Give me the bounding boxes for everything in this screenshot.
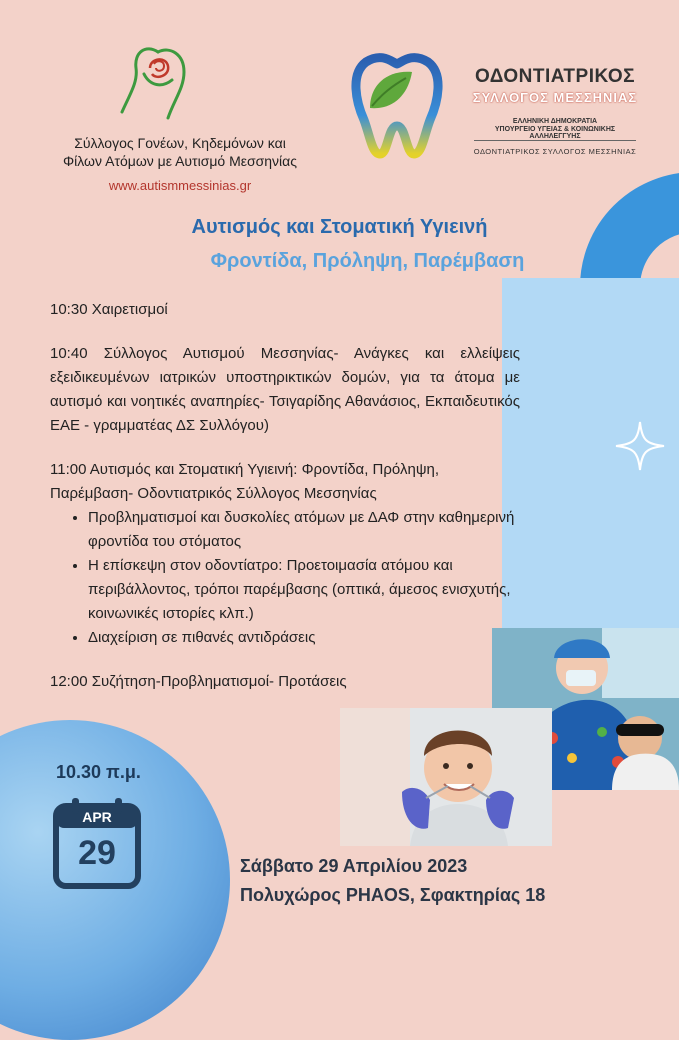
autism-association-logo — [110, 38, 200, 128]
dentist-photo-2 — [340, 708, 552, 846]
dental-association-title: ΟΔΟΝΤΙΑΤΡΙΚΟΣ — [474, 66, 636, 87]
program-bullets — [50, 506, 520, 650]
event-time: 10.30 π.μ. — [56, 762, 141, 782]
association-name-line2: Φίλων Ατόμων με Αυτισμό Μεσσηνίας — [62, 153, 298, 169]
event-venue-line: Πολυχώρος PHAOS, Σφακτηρίας 18 — [240, 885, 546, 905]
calendar-day: 29 — [78, 834, 116, 872]
list-item: • Η επίσκεψη στον οδοντίατρο: Προετοιμασία ατόμου και περιβάλλοντος, τρόποι παρέμβασης (οπτικά, άμεσος ενισχυτής, κοινωνικές ιστορίες κλπ.) — [88, 554, 520, 626]
list-item: • Προβληματισμοί και δυσκολίες ατόμων με ΔΑΦ στην καθημερινή φροντίδα του στόματος — [88, 506, 520, 554]
association-name-line1: Σύλλογος Γονέων, Κηδεμόνων και — [74, 135, 286, 151]
event-day-line: Σάββατο 29 Απριλίου 2023 — [240, 856, 468, 876]
dental-line-ministry: ΥΠΟΥΡΓΕΙΟ ΥΓΕΙΑΣ & ΚΟΙΝΩΝΙΚΗΣ ΑΛΛΗΛΕΓΓΥΗΣ — [494, 126, 616, 140]
dental-line-republic: ΕΛΛΗΝΙΚΗ ΔΗΜΟΚΡΑΤΙΑ — [512, 118, 598, 125]
dental-divider — [474, 140, 636, 141]
dental-association-subtitle: ΣΥΛΛΟΓΟΣ ΜΕΣΣΗΝΙΑΣ — [472, 90, 638, 105]
event-date-venue — [240, 852, 545, 910]
association-name — [30, 134, 330, 170]
program — [50, 298, 520, 714]
list-item: • Διαχείριση σε πιθανές αντιδράσεις — [88, 626, 520, 650]
event-title: Αυτισμός και Στοματική Υγιεινή — [191, 216, 488, 238]
association-url[interactable]: www.autismmessinias.gr — [108, 178, 252, 193]
program-item-1040: 10:40 Σύλλογος Αυτισμού Μεσσηνίας- Ανάγκες και ελλείψεις εξειδικευμένων ιατρικών υποστηρικτικών δομών, για τα άτομα με αυτισμό και νοητικές αναπηρίες- Τσιγαρίδης Αθανάσιος, Εκπαιδευτικός ΕΑΕ - γραμματέας ΔΣ Συλλόγου) — [50, 345, 520, 434]
dental-footer: ΟΔΟΝΤΙΑΤΡΙΚΟΣ ΣΥΛΛΟΓΟΣ ΜΕΣΣΗΝΙΑΣ — [473, 147, 637, 156]
event-subtitle: Φροντίδα, Πρόληψη, Παρέμβαση — [210, 250, 525, 272]
program-item-1200: 12:00 Συζήτηση-Προβληματισμοί- Προτάσεις — [50, 673, 347, 690]
calendar-icon — [52, 796, 142, 890]
sparkle-icon — [614, 420, 666, 472]
tooth-logo-icon — [346, 50, 448, 160]
calendar-month: APR — [82, 809, 112, 825]
program-item-1100: 11:00 Αυτισμός και Στοματική Υγιεινή: Φροντίδα, Πρόληψη, Παρέμβαση- Οδοντιατρικός Σύλλογος Μεσσηνίας — [50, 461, 440, 502]
program-item-1030: 10:30 Χαιρετισμοί — [50, 301, 168, 318]
